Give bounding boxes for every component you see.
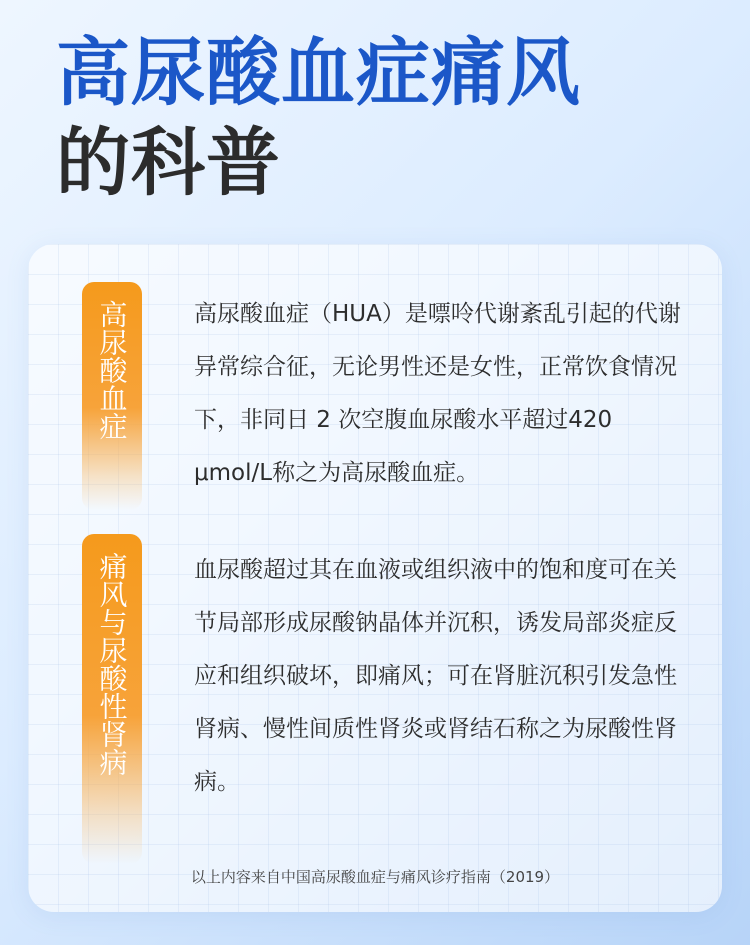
section-tag-gout <box>82 534 142 864</box>
section-tag-label: 痛风与尿酸性肾病 <box>95 552 129 776</box>
section-tag-hyperuricemia <box>82 282 142 510</box>
source-note: 以上内容来自中国高尿酸血症与痛风诊疗指南（2019） <box>190 868 560 886</box>
title-line-1: 高尿酸血症痛风 <box>56 30 581 116</box>
section-tag-label: 高尿酸血症 <box>95 300 129 440</box>
section-text-gout: 血尿酸超过其在血液或组织液中的饱和度可在关节局部形成尿酸钠晶体并沉积，诱发局部炎症反应和组织破坏，即痛风；可在肾脏沉积引发急性肾病、慢性间质性肾炎或肾结石称之为尿酸性肾病。 <box>194 557 677 795</box>
section-text-hyperuricemia: 高尿酸血症（HUA）是嘌呤代谢紊乱引起的代谢异常综合征，无论男性还是女性，正常饮食情况下，非同日 2 次空腹血尿酸水平超过420 μmol/L称之为高尿酸血症。 <box>194 301 681 486</box>
page-title <box>56 28 581 208</box>
title-line-2: 的科普 <box>56 120 281 206</box>
